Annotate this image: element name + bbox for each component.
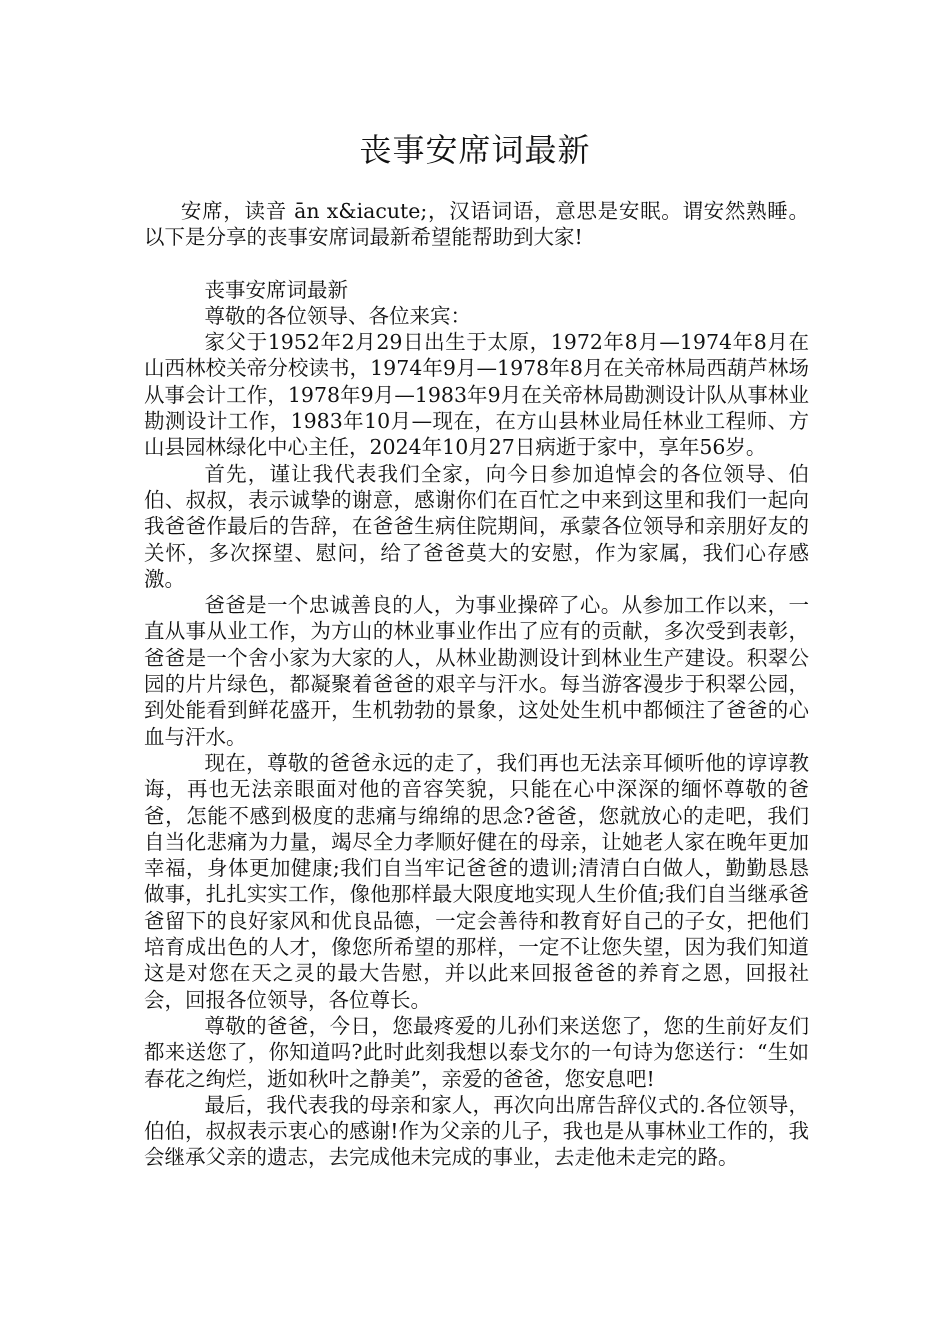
paragraph-gap (144, 251, 809, 277)
body-paragraph-thanks: 首先，谨让我代表我们全家，向今日参加追悼会的各位领导、伯伯、叔叔，表示诚挚的谢意，感谢你们在百忙之中来到这里和我们一起向我爸爸作最后的告辞，在爸爸生病住院期间，承蒙各位领导和亲朋好友的关怀，多次探望、慰问，给了爸爸莫大的安慰，作为家属，我们心存感激。 (144, 461, 809, 591)
salutation: 尊敬的各位领导、各位来宾： (204, 303, 471, 328)
document-title: 丧事安席词最新 (359, 131, 591, 169)
body-paragraph-remembrance: 现在，尊敬的爸爸永远的走了，我们再也无法亲耳倾听他的谆谆教诲，再也无法亲眼面对他的音容笑貌，只能在心中深深的缅怀尊敬的爸爸，怎能不感到极度的悲痛与绵绵的思念?爸爸，您就放心的走吧，我们自当化悲痛为力量，竭尽全力孝顺好健在的母亲，让她老人家在晚年更加幸福，身体更加健康;我们自当牢记爸爸的遗训;清清白白做人，勤勤恳恳做事，扎扎实实工作，像他那样最大限度地实现人生价值;我们自当继承爸爸留下的良好家风和优良品德，一定会善待和教育好自己的子女，把他们培育成出色的人才，像您所希望的那样，一定不让您失望，因为我们知道这是对您在天之灵的最大告慰，并以此来回报爸爸的养育之恩，回报社会，回报各位领导，各位尊长。 (144, 750, 809, 1012)
body-paragraph-biography: 家父于1952年2月29日出生于太原，1972年8月—1974年8月在山西林校关帝分校读书，1974年9月—1978年8月在关帝林局西葫芦林场从事会计工作，1978年9月—1983年9月在关帝林局勘测设计队从事林业勘测设计工作，1983年10月—现在，在方山县林业局任林业工程师、方山县园林绿化中心主任，2024年10月27日病逝于家中，享年56岁。 (144, 330, 809, 460)
body-paragraph-farewell: 尊敬的爸爸，今日，您最疼爱的儿孙们来送您了，您的生前好友们都来送您了，你知道吗?此时此刻我想以泰戈尔的一句诗为您送行：“生如春花之绚烂，逝如秋叶之静美”，亲爱的爸爸，您安息吧! (144, 1013, 809, 1091)
body-paragraph-character: 爸爸是一个忠诚善良的人，为事业操碎了心。从参加工作以来，一直从事从业工作，为方山的林业事业作出了应有的贡献，多次受到表彰，爸爸是一个舍小家为大家的人，从林业勘测设计到林业生产建设。积翠公园的片片绿色，都凝聚着爸爸的艰辛与汗水。每当游客漫步于积翠公园，到处能看到鲜花盛开，生机勃勃的景象，这处处生机中都倾注了爸爸的心血与汗水。 (144, 593, 809, 749)
subheading: 丧事安席词最新 (204, 277, 348, 302)
document-body (144, 198, 809, 1171)
intro-paragraph: 安席，读音 ān x&iacute;，汉语词语，意思是安眠。谓安然熟睡。以下是分享的丧事安席词最新希望能帮助到大家! (144, 199, 809, 250)
body-paragraph-closing: 最后，我代表我的母亲和家人，再次向出席告辞仪式的.各位领导，伯伯，叔叔表示衷心的感谢!作为父亲的儿子，我也是从事林业工作的，我会继承父亲的遗志，去完成他未完成的事业，去走他未走完的路。 (144, 1092, 809, 1170)
